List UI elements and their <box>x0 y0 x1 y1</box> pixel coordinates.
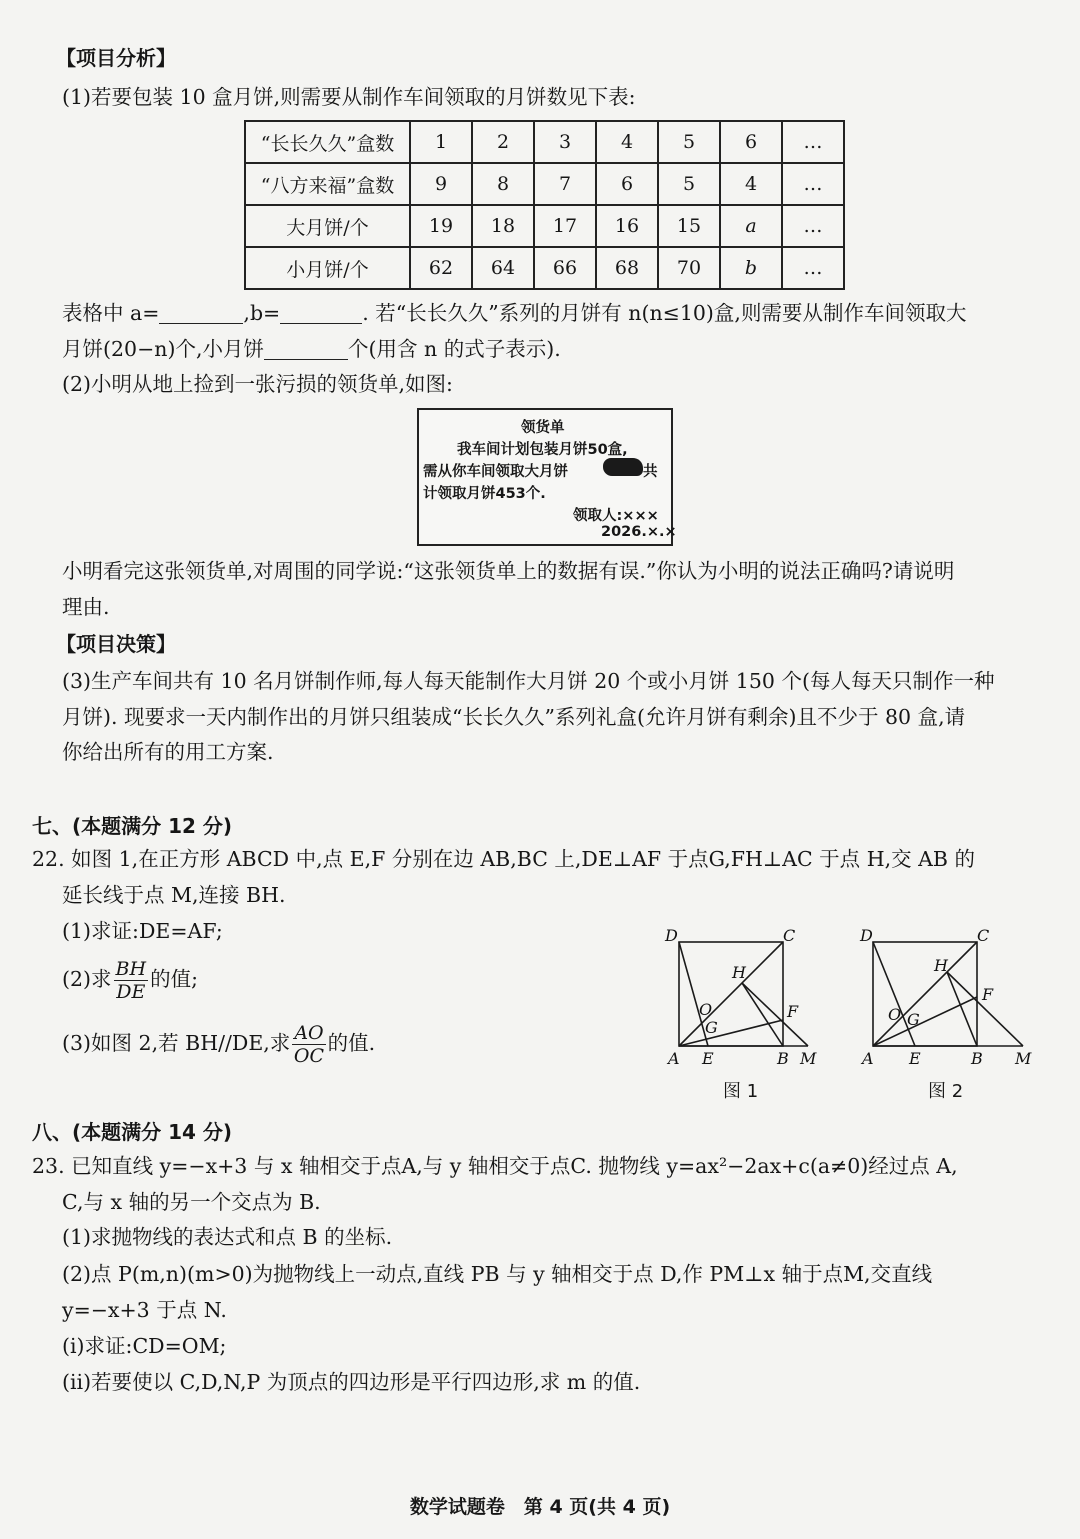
q1-line2 <box>62 334 561 364</box>
table-cell: 5 <box>658 121 720 163</box>
table-cell: 9 <box>410 163 472 205</box>
q1-line2-text-b: 个(用含 n 的式子表示). <box>347 337 561 361</box>
p23-line1: 23. 已知直线 y=−x+3 与 x 轴相交于点A,与 y 轴相交于点C. 抛物线 y=ax²−2ax+c(a≠0)经过点 A, <box>32 1154 958 1178</box>
figure-1-diagram <box>660 925 820 1070</box>
label-o: O <box>888 1005 902 1024</box>
p22-line1: 22. 如图 1,在正方形 ABCD 中,点 E,F 分别在边 AB,BC 上,DE⊥AF 于点G,FH⊥AC 于点 H,交 AB 的 <box>32 847 975 871</box>
p23-q1: (1)求抛物线的表达式和点 B 的坐标. <box>62 1225 393 1249</box>
table-cell: 15 <box>658 205 720 247</box>
table-cell: 62 <box>410 247 472 289</box>
label-g: G <box>907 1010 920 1029</box>
label-o: O <box>699 1000 713 1019</box>
section7-heading: 七、(本题满分 12 分) <box>32 814 233 838</box>
table-cell: 3 <box>534 121 596 163</box>
figure-1-caption: 图 1 <box>723 1081 759 1102</box>
segment-fhm <box>947 972 1023 1046</box>
q3-line1: (3)生产车间共有 10 名月饼制作师,每人每天能制作大月饼 20 个或小月饼 150 个(每人每天只制作一种 <box>62 669 995 693</box>
table-cell: 6 <box>596 163 658 205</box>
label-e: E <box>702 1049 714 1068</box>
figure-2-caption: 图 2 <box>928 1081 964 1102</box>
fraction-numerator: AO <box>294 1022 324 1044</box>
table-cell: 64 <box>472 247 534 289</box>
p23-q2-line2: y=−x+3 于点 N. <box>62 1298 227 1322</box>
table-cell: 17 <box>534 205 596 247</box>
label-b: B <box>971 1049 983 1068</box>
table-cell: 19 <box>410 205 472 247</box>
table-row-label: 小月饼/个 <box>245 247 410 289</box>
table-cell: a <box>720 205 782 247</box>
answer-blank-b[interactable] <box>280 301 362 324</box>
answer-blank-a[interactable] <box>159 301 243 324</box>
p22-q3-text-a: (3)如图 2,若 BH//DE,求 <box>62 1031 291 1055</box>
p23-q2-line1: (2)点 P(m,n)(m>0)为抛物线上一动点,直线 PB 与 y 轴相交于点 D,作 PM⊥x 轴于点M,交直线 <box>62 1262 933 1286</box>
page-footer: 数学试题卷 第 4 页(共 4 页) <box>409 1496 671 1518</box>
slip-signer: 领取人:××× <box>573 508 659 524</box>
table-cell: … <box>782 247 844 289</box>
table-cell: 1 <box>410 121 472 163</box>
q1-text-a: 表格中 a= <box>62 301 160 325</box>
q1-intro: (1)若要包装 10 盒月饼,则需要从制作车间领取的月饼数见下表: <box>62 85 636 109</box>
q2-line1: 小明看完这张领货单,对周围的同学说:“这张领货单上的数据有误.”你认为小明的说法正确吗?请说明 <box>62 559 955 583</box>
p22-q2 <box>62 955 198 1003</box>
answer-blank-small-mooncake[interactable] <box>264 337 348 360</box>
slip-title: 领货单 <box>521 420 565 436</box>
label-a: A <box>862 1049 874 1068</box>
table-cell: 16 <box>596 205 658 247</box>
label-b: B <box>777 1049 789 1068</box>
table-cell: 4 <box>596 121 658 163</box>
section-heading-decision: 【项目决策】 <box>56 632 176 656</box>
q1-text-b: ,b= <box>243 301 281 325</box>
slip-line1: 我车间计划包装月饼50盒, <box>457 442 628 458</box>
q1-line1 <box>62 298 966 328</box>
p22-q2-text-a: (2)求 <box>62 967 112 991</box>
fraction-numerator: BH <box>115 958 147 980</box>
p23-qii: (ⅱ)若要使以 C,D,N,P 为顶点的四边形是平行四边形,求 m 的值. <box>62 1370 641 1394</box>
q1-line2-text-a: 月饼(20−n)个,小月饼 <box>62 337 264 361</box>
q3-line2: 月饼). 现要求一天内制作出的月饼只组装成“长长久久”系列礼盒(允许月饼有剩余)且不少于 80 盒,请 <box>62 705 966 729</box>
table-row-label: “长长久久”盒数 <box>245 121 410 163</box>
slip-line2: 需从你车间领取大月饼 <box>423 464 568 480</box>
label-a: A <box>668 1049 680 1068</box>
label-h: H <box>934 956 948 975</box>
p22-q2-text-b: 的值; <box>150 967 199 991</box>
table-cell: 18 <box>472 205 534 247</box>
fraction-bh-de <box>114 958 149 1003</box>
table-cell: … <box>782 205 844 247</box>
table-row-label: “八方来福”盒数 <box>245 163 410 205</box>
label-d: D <box>665 926 678 945</box>
label-m: M <box>1015 1049 1032 1068</box>
diagonal-ac <box>679 942 783 1046</box>
table-cell: 7 <box>534 163 596 205</box>
diagonal-ac <box>873 942 977 1046</box>
mooncake-table <box>244 120 845 290</box>
table-cell: 4 <box>720 163 782 205</box>
label-m: M <box>800 1049 817 1068</box>
segment-bh <box>742 983 783 1046</box>
table-cell: 5 <box>658 163 720 205</box>
p22-q3 <box>62 1019 375 1067</box>
p22-q3-text-b: 的值. <box>327 1031 376 1055</box>
table-cell: 66 <box>534 247 596 289</box>
label-c: C <box>783 926 796 945</box>
table-row <box>245 205 844 247</box>
table-row <box>245 121 844 163</box>
table-cell: 70 <box>658 247 720 289</box>
table-cell: … <box>782 121 844 163</box>
q1-text-c: . 若“长长久久”系列的月饼有 n(n≤10)盒,则需要从制作车间领取大 <box>362 301 967 325</box>
table-row-label: 大月饼/个 <box>245 205 410 247</box>
figure-2-diagram <box>855 925 1035 1070</box>
table-row <box>245 163 844 205</box>
section8-heading: 八、(本题满分 14 分) <box>32 1120 233 1144</box>
fraction-denominator: OC <box>293 1045 325 1067</box>
q2-line2: 理由. <box>62 595 110 619</box>
p22-q1: (1)求证:DE=AF; <box>62 919 223 943</box>
p23-line2: C,与 x 轴的另一个交点为 B. <box>62 1190 321 1214</box>
label-f: F <box>787 1002 799 1021</box>
p22-line2: 延长线于点 M,连接 BH. <box>62 883 286 907</box>
label-c: C <box>977 926 990 945</box>
table-cell: 68 <box>596 247 658 289</box>
q2-intro: (2)小明从地上捡到一张污损的领货单,如图: <box>62 372 453 396</box>
p23-qi: (ⅰ)求证:CD=OM; <box>62 1334 227 1358</box>
label-g: G <box>705 1018 718 1037</box>
section-heading-analysis: 【项目分析】 <box>56 46 176 70</box>
label-e: E <box>909 1049 921 1068</box>
segment-af <box>679 1020 783 1046</box>
table-cell: 2 <box>472 121 534 163</box>
segment-de <box>873 942 915 1046</box>
slip-date: 2026.×.× <box>601 524 677 540</box>
stain-blot <box>603 458 643 476</box>
table-cell: 8 <box>472 163 534 205</box>
table-row <box>245 247 844 289</box>
slip-line3: 计领取月饼453个. <box>423 486 546 502</box>
requisition-slip <box>417 408 677 546</box>
label-h: H <box>732 963 746 982</box>
fraction-ao-oc <box>292 1022 325 1067</box>
slip-line2-end: 共 <box>643 464 658 480</box>
label-d: D <box>860 926 873 945</box>
table-cell: … <box>782 163 844 205</box>
fraction-denominator: DE <box>116 981 146 1003</box>
q3-line3: 你给出所有的用工方案. <box>62 740 274 764</box>
table-cell: 6 <box>720 121 782 163</box>
label-f: F <box>982 985 994 1004</box>
table-cell: b <box>720 247 782 289</box>
